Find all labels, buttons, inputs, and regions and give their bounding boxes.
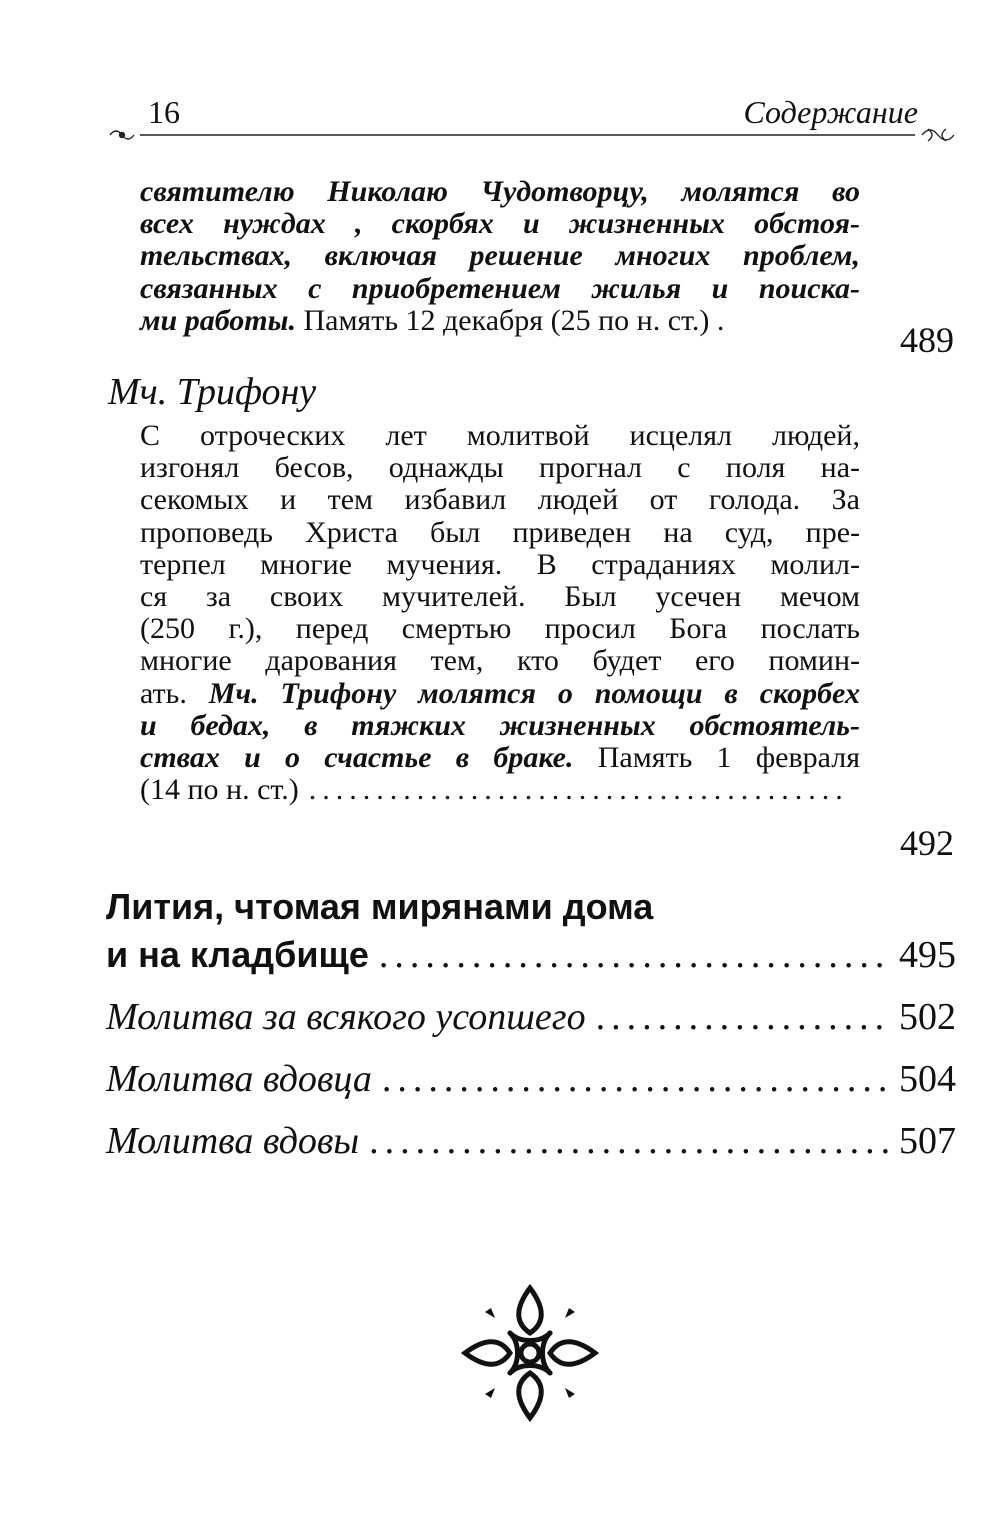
toc-page-number: 495 [899,934,956,976]
text-line: секомых и тем избавил людей от голода. За [140,483,860,517]
dot-leader [382,1056,889,1102]
text-line [140,678,860,710]
text-line: тельствах, включая решение многих проблем, [140,239,860,273]
text-line [140,305,860,337]
text-line: терпел многие мучения. В страданиях молил- [140,547,860,581]
running-title: Содержание [743,94,918,130]
dot-leader [369,1118,889,1164]
text-line: всех нуждах , скорбях и жизненных обстоя- [140,207,860,241]
text-line: С отроческих лет молитвой исцелял людей, [140,419,860,452]
toc-row[interactable] [106,1118,956,1164]
ornamental-rule-icon [100,120,960,150]
toc-label: и на кладбище [106,934,369,975]
dot-leader [379,932,889,978]
toc-label: Молитва вдовы [106,1120,360,1162]
entry-heading: Мч. Трифону [108,371,317,413]
toc-row[interactable] [106,932,956,978]
toc-row[interactable] [106,1056,956,1102]
text-line: святителю Николаю Чудотворцу, молятся во [140,175,860,208]
text-line: проповедь Христа был приведен на суд, пре- [140,515,860,549]
toc-label: Молитва вдовца [106,1058,372,1100]
bold-fragment: ствах и о счастье в браке. [140,741,574,775]
toc-page-number: 489 [900,320,954,360]
section-heading: Лития, чтомая мирянами дома [106,886,654,927]
toc-page-number: 492 [900,823,954,863]
toc-label: Молитва за всякого усопшего [106,996,586,1038]
text-line: и бедах, в тяжких жизненных обстоятель- [140,708,860,742]
toc-page-number: 507 [899,1120,956,1162]
toc-row[interactable] [106,994,956,1040]
celtic-knot-ornament-icon [455,1278,605,1428]
plain-fragment: (14 по н. ст.) [140,773,299,807]
plain-fragment: Память 12 декабря (25 по н. ст.) . [295,303,725,337]
bold-fragment: ми работы. [140,303,296,337]
plain-fragment: Память 1 февраля [573,741,860,775]
page-number: 16 [148,94,180,130]
text-line: связанных с приобретением жилья и поиска- [140,271,860,305]
text-line [140,742,860,774]
bold-fragment: Мч. Трифону молятся о помощи в скорбех [208,676,860,710]
text-line: многие дарования тем, кто будет его помин- [140,644,860,678]
dot-leader [596,994,889,1040]
dot-leader [309,774,850,806]
entry-tryphon-text [140,420,860,806]
text-line: (250 г.), перед смертью просил Бога послать [140,612,860,646]
text-line [140,774,860,806]
text-line: ся за своих мучителей. Был усечен мечом [140,580,860,614]
entry-nikolai-text [140,176,860,337]
plain-fragment: ать. [140,676,209,710]
text-line: изгонял бесов, однажды прогнал с поля на- [140,451,860,485]
toc-page-number: 504 [899,1058,956,1100]
toc-page-number: 502 [899,996,956,1038]
